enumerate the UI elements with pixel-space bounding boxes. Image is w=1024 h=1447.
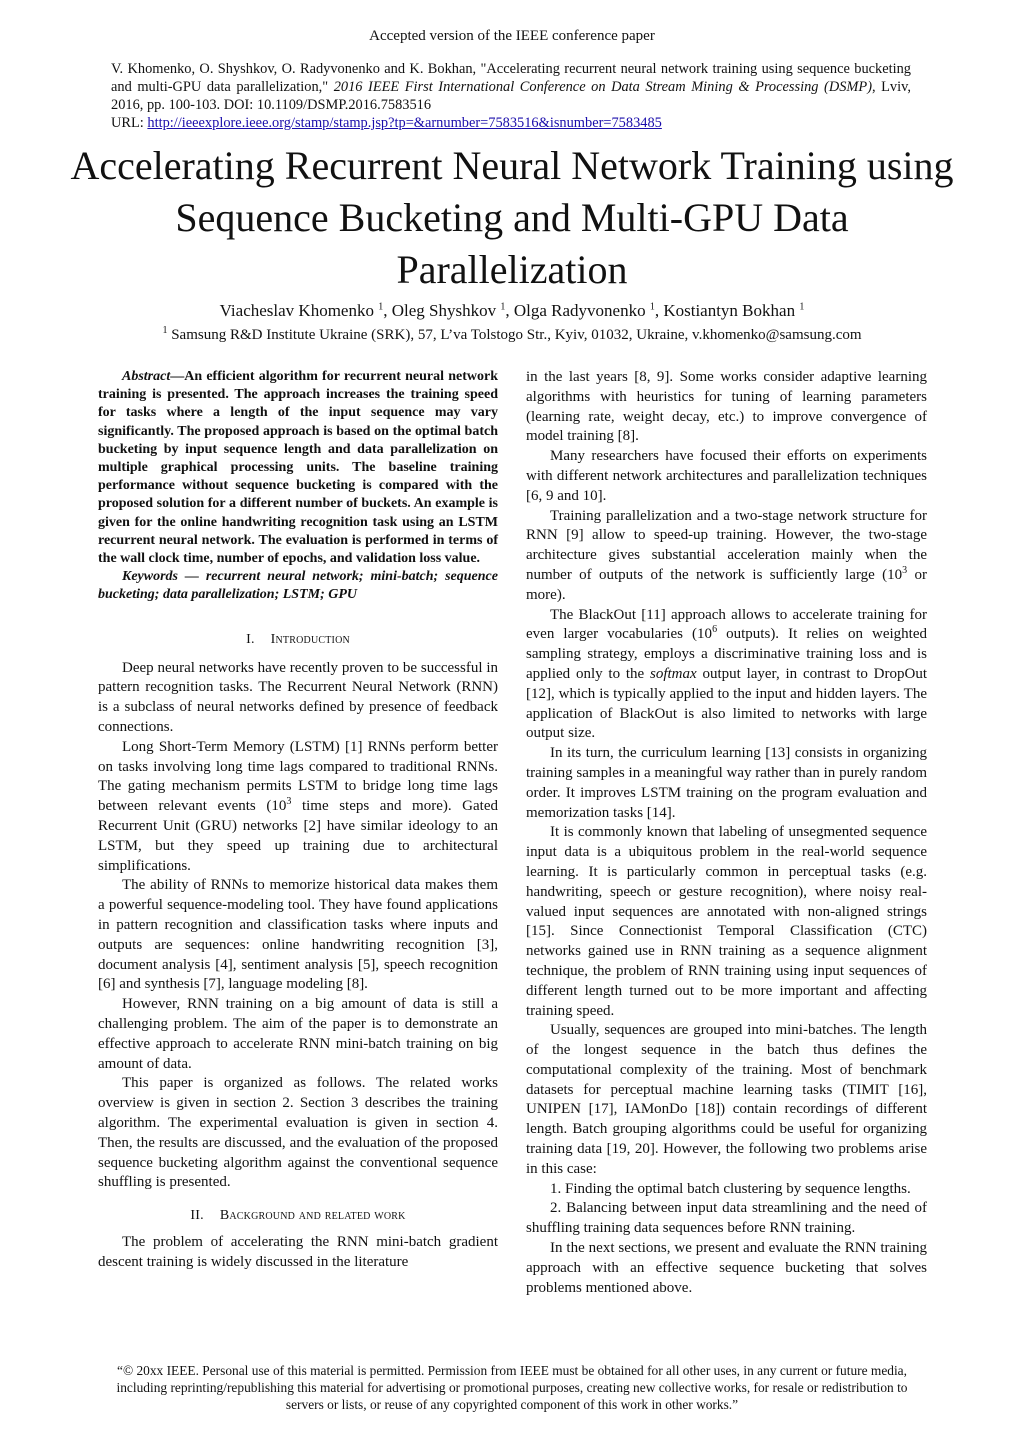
section-1-number: I. — [246, 631, 255, 647]
right-column — [526, 368, 927, 1298]
bg-p4-a: The BlackOut [11] approach allows to accelerate training for even larger vocabularies (10 — [526, 606, 927, 643]
section-1-title: Introduction — [270, 631, 350, 647]
citation-venue: 2016 IEEE First International Conference on Data Stream Mining & Processing (DSMP) — [333, 79, 872, 95]
abstract-lead: Abstract — [122, 369, 171, 384]
background-paragraph-7: Usually, sequences are grouped into mini-batches. The length of the longest sequence in the batch thus defines the computational complexity of the training. Most of benchmark datasets for perceptual machine learning tasks (TIMIT [16], UNIPEN [17], IAMonDo [18]) contain recordings of different length. Batch grouping algorithms could be useful for organizing training data [19, 20]. However, the following two problems arise in this case: — [526, 1022, 927, 1177]
author-4-sup: 1 — [799, 301, 805, 313]
keywords: Keywords — recurrent neural network; mini-batch; sequence bucketing; data parallelization; LSTM; GPU — [98, 569, 498, 603]
intro-paragraph-4: However, RNN training on a big amount of data is still a challenging problem. The aim of the paper is to demonstrate an effective approach to accelerate RNN mini-batch training on big amount of data. — [98, 996, 498, 1072]
citation-block — [111, 60, 911, 132]
left-column — [98, 368, 498, 1273]
ieee-url-link[interactable]: http://ieeexplore.ieee.org/stamp/stamp.jsp?tp=&arnumber=7583516&isnumber=7583485 — [147, 115, 662, 131]
intro-p2-a: Long Short-Term Memory (LSTM) [1] RNNs perform better on tasks involving long time lags compared to traditional RNNs. The gating mechanism permits LSTM to bridge long time lags between relevant events (10 — [98, 738, 498, 815]
author-2: Oleg Shyshkov — [391, 301, 497, 320]
background-paragraph-1: The problem of accelerating the RNN mini-batch gradient descent training is widely discussed in the literature — [98, 1234, 498, 1270]
author-4: Kostiantyn Bokhan — [663, 301, 796, 320]
bg-p4-sup: 6 — [712, 624, 718, 636]
author-1: Viacheslav Khomenko — [219, 301, 374, 320]
background-paragraph-3 — [526, 507, 927, 606]
bg-p4-b: outputs). It relies on weighted sampling strategy, employs a discriminative training loss and is applied only to the — [526, 626, 928, 682]
citation-tail: , Lviv, 2016, pp. 100-103. DOI: 10.1109/DSMP.2016.7583516 — [111, 79, 911, 113]
author-list: Viacheslav Khomenko $^1$, Oleg Shyshkov $^1$, Olga Radyvonenko $^1$, Kostiantyn Bokhan $^1$ — [219, 301, 805, 320]
background-paragraph-8: In the next sections, we present and evaluate the RNN training approach with an effective sequence bucketing that solves problems mentioned above. — [526, 1240, 927, 1296]
bg-p3-b: or more). — [526, 566, 927, 603]
citation-text: V. Khomenko, O. Shyshkov, O. Radyvonenko and K. Bokhan, "Accelerating recurrent neural network training using sequence bucketing and multi-GPU data parallelization," — [111, 61, 911, 95]
intro-p2-sup: 3 — [286, 796, 292, 808]
intro-paragraph-2 — [98, 738, 498, 877]
intro-p2-b: time steps and more). Gated Recurrent Unit (GRU) networks [2] have similar ideology to an LSTM, but they speed up training due to architectural simplifications. — [98, 798, 498, 874]
intro-paragraph-5: This paper is organized as follows. The related works overview is given in section 2. Section 3 describes the training algorithm. The experimental evaluation is given in section 4. Then, the results are discussed, and the evaluation of the proposed sequence bucketing algorithm against the conventional sequence shuffling is presented. — [98, 1075, 498, 1191]
background-paragraph-6: It is commonly known that labeling of unsegmented sequence input data is a ubiquitous problem in the real-world sequence learning. It is particularly common in perceptual tasks (e.g. handwriting, speech or gesture recognition), where noisy real-valued input sequences are annotated with non-aligned strings [15]. Since Connectionist Temporal Classification (CTC) networks gained use in RNN training as a sequence alignment technique, the problem of RNN training using input sequences of different length turned out to be more important and affecting training speed. — [526, 824, 927, 1019]
bg-p3-sup: 3 — [902, 564, 908, 576]
intro-paragraph-3: The ability of RNNs to memorize historical data makes them a powerful sequence-modeling tool. They have found applications in pattern recognition and classification tasks where inputs and outputs are sequences: online handwriting recognition [3], document analysis [4], sentiment analysis [5], speech recognition [6] and synthesis [7], language modeling [8]. — [98, 877, 498, 993]
background-paragraph-4 — [526, 606, 927, 745]
problem-item-2: 2. Balancing between input data streamlining and the need of shuffling training data sequences before RNN training. — [526, 1200, 927, 1237]
author-1-sup: 1 — [378, 301, 384, 313]
intro-paragraph-1: Deep neural networks have recently proven to be successful in pattern recognition tasks. The Recurrent Neural Network (RNN) is a subclass of neural networks defined by presence of feedback connections. — [98, 659, 498, 736]
affiliation-sup: 1 — [162, 325, 168, 336]
section-heading-background — [98, 1207, 498, 1225]
accepted-version-note: Accepted version of the IEEE conference paper — [369, 28, 655, 44]
affiliation-text: Samsung R&D Institute Ukraine (SRK), 57, L’va Tolstogo Str., Kyiv, 01032, Ukraine, v.khomenko@samsung.com — [171, 327, 862, 343]
section-2-title: Background and related work — [219, 1208, 406, 1224]
background-paragraph-cont: in the last years [8, 9]. Some works consider adaptive learning algorithms with heuristics for tuning of learning parameters (learning rate, weight decay, etc.) to improve convergence of model training [8]. — [526, 369, 927, 445]
abstract — [98, 368, 498, 568]
affiliation — [0, 325, 1024, 345]
background-paragraph-2: Many researchers have focused their efforts on experiments with different network architectures and parallelization techniques [6, 9 and 10]. — [526, 448, 927, 504]
author-3-sup: 1 — [649, 301, 655, 313]
bg-p4-c: output layer, in contrast to DropOut [12], which is typically applied to the input and hidden layers. The application of BlackOut is also limited to networks with large output size. — [526, 665, 928, 742]
copyright-footer: “© 20xx IEEE. Personal use of this material is permitted. Permission from IEEE must be obtained for all other uses, in any current or future media, including reprinting/republishing this material for advertising or promotional purposes, creating new collective works, for resale or redistribution to servers or lists, or reuse of any copyrighted component of this work in other works.” — [116, 1363, 908, 1412]
url-label: URL: — [111, 115, 148, 131]
problem-item-1: 1. Finding the optimal batch clustering by sequence lengths. — [550, 1180, 911, 1197]
background-paragraph-5: In its turn, the curriculum learning [13] consists in organizing training samples in a meaningful way rather than in purely random order. It improves LSTM training on the program evaluation and memorization tasks [14]. — [526, 745, 927, 821]
abstract-text: —An efficient algorithm for recurrent neural network training is presented. The approach increases the training speed for tasks where a length of the input sequence may vary significantly. The proposed approach is based on the optimal batch bucketing by input sequence length and data parallelization on multiple graphical processing units. The baseline training performance without sequence bucketing is compared with the proposed solution for a different number of buckets. An example is given for the online handwriting recognition task using an LSTM recurrent neural network. The evaluation is performed in terms of the wall clock time, number of epochs, and validation loss value. — [98, 369, 498, 567]
author-2-sup: 1 — [500, 301, 506, 313]
author-3: Olga Radyvonenko — [513, 301, 646, 320]
bg-p3-a: Training parallelization and a two-stage network structure for RNN [9] allow to speed-up training. However, the two-stage architecture gives substantial acceleration mainly when the number of outputs of the network is sufficiently large (10 — [526, 507, 927, 583]
bg-p4-softmax: softmax — [649, 665, 697, 682]
paper-title: Accelerating Recurrent Neural Network Training using Sequence Bucketing and Multi-GPU Data Parallelization — [70, 143, 954, 292]
section-heading-introduction — [98, 631, 498, 649]
section-2-number: II. — [190, 1208, 204, 1224]
